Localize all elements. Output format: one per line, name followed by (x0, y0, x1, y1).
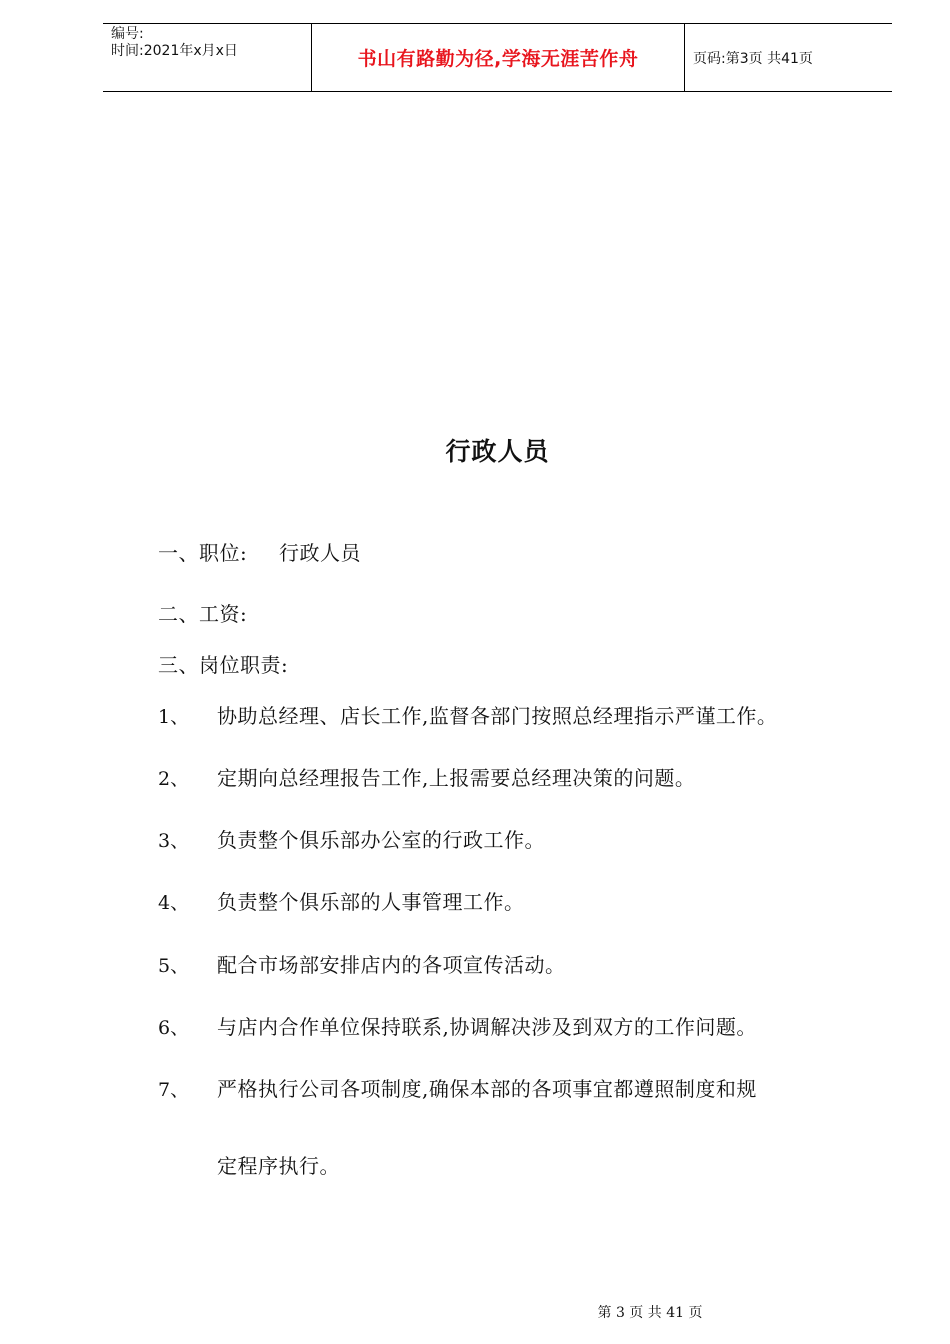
duty-number: 2、 (158, 768, 190, 790)
duty-number: 1、 (158, 706, 190, 728)
duty-number: 3、 (158, 830, 190, 852)
duty-text: 协助总经理、店长工作,监督各部门按照总经理指示严谨工作。 (217, 704, 778, 728)
page-header (103, 23, 892, 92)
page-footer: 第 3 页 共 41 页 (597, 1305, 703, 1321)
duty-text: 负责整个俱乐部的人事管理工作。 (217, 890, 525, 914)
duty-text: 负责整个俱乐部办公室的行政工作。 (217, 828, 545, 852)
duty-number: 5、 (158, 955, 190, 977)
duty-number: 7、 (158, 1079, 190, 1101)
duty-text-continuation: 定程序执行。 (217, 1154, 340, 1178)
duty-text: 严格执行公司各项制度,确保本部的各项事宜都遵照制度和规 (217, 1077, 757, 1101)
position-value: 行政人员 (278, 541, 361, 565)
duty-text: 配合市场部安排店内的各项宣传活动。 (217, 953, 566, 977)
duty-text: 定期向总经理报告工作,上报需要总经理决策的问题。 (217, 766, 696, 790)
position-label: 一、职位: (158, 541, 248, 565)
duty-number: 6、 (158, 1017, 190, 1039)
header-meta-cell (103, 24, 312, 91)
header-page-info: 页码:第3页 共41页 (693, 50, 813, 67)
position-line (158, 537, 361, 566)
header-motto: 书山有路勤为径,学海无涯苦作舟 (312, 24, 685, 91)
salary-label: 二、工资: (158, 602, 248, 626)
document-number-label: 编号: (111, 26, 144, 42)
document-title: 行政人员 (445, 437, 550, 466)
duty-text: 与店内合作单位保持联系,协调解决涉及到双方的工作问题。 (217, 1015, 757, 1039)
document-time-label: 时间:2021年x月x日 (111, 43, 238, 59)
duties-heading: 三、岗位职责: (158, 653, 289, 677)
duty-number: 4、 (158, 892, 190, 914)
